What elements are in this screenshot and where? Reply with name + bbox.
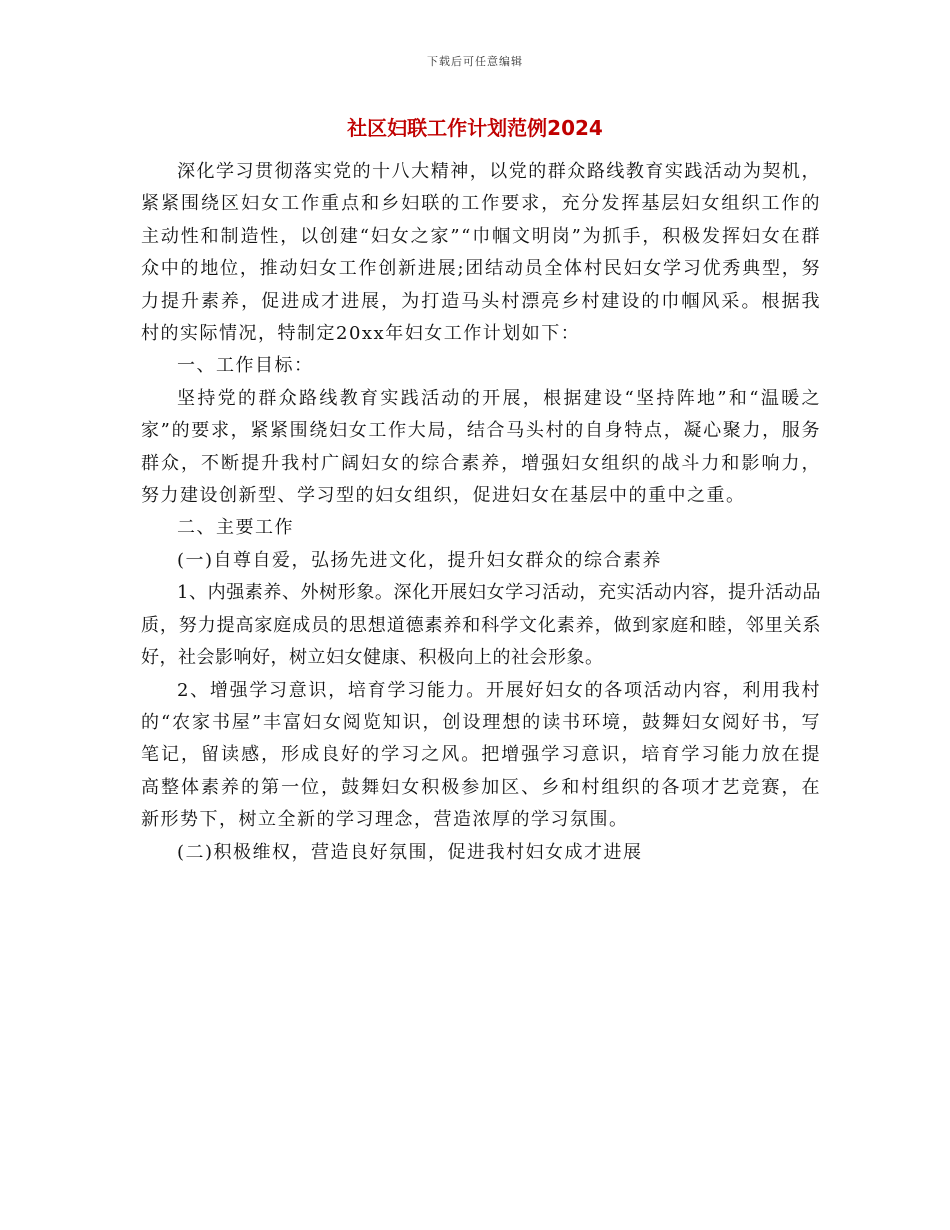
work-item-1: 1、内强素养、外树形象。深化开展妇女学习活动，充实活动内容，提升活动品质，努力提高家庭成员的思想道德素养和科学文化素养，做到家庭和睦，邻里关系好，社会影响好，树立妇女健康、积极向上的社会形象。 [141, 582, 821, 669]
page-header-note: 下载后可任意编辑 [427, 55, 523, 68]
section-heading-main-work: 二、主要工作 [177, 517, 294, 539]
goals-paragraph: 坚持党的群众路线教育实践活动的开展，根据建设“坚持阵地”和“温暖之家”的要求，紧紧围绕妇女工作大局，结合马头村的自身特点，凝心聚力，服务群众，不断提升我村广阔妇女的综合素养，增强妇女组织的战斗力和影响力，努力建设创新型、学习型的妇女组织，促进妇女在基层中的重中之重。 [141, 387, 821, 507]
intro-paragraph: 深化学习贯彻落实党的十八大精神，以党的群众路线教育实践活动为契机，紧紧围绕区妇女工作重点和乡妇联的工作要求，充分发挥基层妇女组织工作的主动性和制造性，以创建“妇女之家”“巾帼文明岗”为抓手，积极发挥妇女在群众中的地位，推动妇女工作创新进展;团结动员全体村民妇女学习优秀典型，努力提升素养，促进成才进展，为打造马头村漂亮乡村建设的巾帼风采。根据我村的实际情况，特制定20xx年妇女工作计划如下： [141, 161, 821, 345]
work-item-2: 2、增强学习意识，培育学习能力。开展好妇女的各项活动内容，利用我村的“农家书屋”丰富妇女阅览知识，创设理想的读书环境，鼓舞妇女阅好书，写笔记，留读感，形成良好的学习之风。把增强学习意识，培育学习能力放在提高整体素养的第一位，鼓舞妇女积极参加区、乡和村组织的各项才艺竞赛，在新形势下，树立全新的学习理念，营造浓厚的学习氛围。 [141, 679, 821, 831]
subsection-heading-1: (一)自尊自爱，弘扬先进文化，提升妇女群众的综合素养 [177, 549, 663, 571]
section-heading-goals: 一、工作目标： [177, 355, 314, 377]
subsection-heading-2: (二)积极维权，营造良好氛围，促进我村妇女成才进展 [177, 841, 643, 863]
document-title: 社区妇联工作计划范例2024 [347, 116, 603, 140]
document-body [141, 156, 821, 869]
